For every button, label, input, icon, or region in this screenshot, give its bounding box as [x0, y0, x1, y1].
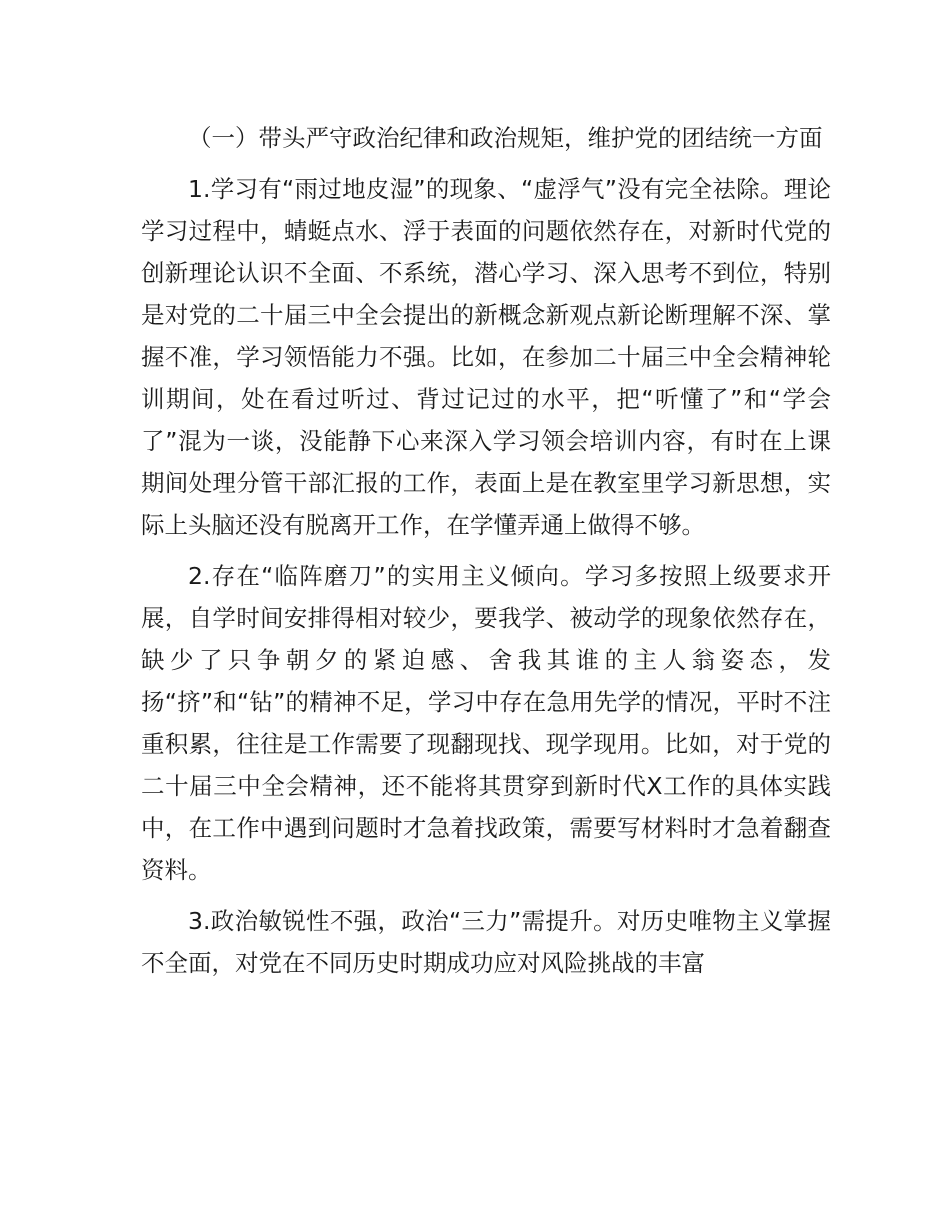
document-body: [141, 117, 831, 993]
paragraph-1: 1.学习有“雨过地皮湿”的现象、“虚浮气”没有完全祛除。理论学习过程中，蜻蜓点水、浮于表面的问题依然存在，对新时代党的创新理论认识不全面、不系统，潜心学习、深入思考不到位，特别是对党的二十届三中全会提出的新概念新观点新论断理解不深、掌握不准，学习领悟能力不强。比如，在参加二十届三中全会精神轮训期间，处在看过听过、背过记过的水平，把“听懂了”和“学会了”混为一谈，没能静下心来深入学习领会培训内容，有时在上课期间处理分管干部汇报的工作，表面上是在教室里学习新思想，实际上头脑还没有脱离开工作，在学懂弄通上做得不够。: [141, 175, 831, 539]
paragraph-2: 2.存在“临阵磨刀”的实用主义倾向。学习多按照上级要求开展，自学时间安排得相对较少，要我学、被动学的现象依然存在，缺少了只争朝夕的紧迫感、舍我其谁的主人翁姿态，发扬“挤”和“钻”的精神不足，学习中存在急用先学的情况，平时不注重积累，往往是工作需要了现翻现找、现学现用。比如，对于党的二十届三中全会精神，还不能将其贯穿到新时代X工作的具体实践中，在工作中遇到问题时才急着找政策，需要写材料时才急着翻查资料。: [141, 562, 831, 884]
section-heading: （一）带头严守政治纪律和政治规矩，维护党的团结统一方面: [188, 124, 823, 152]
paragraph-3: 3.政治敏锐性不强，政治“三力”需提升。对历史唯物主义掌握不全面，对党在不同历史时期成功应对风险挑战的丰富: [141, 907, 831, 977]
